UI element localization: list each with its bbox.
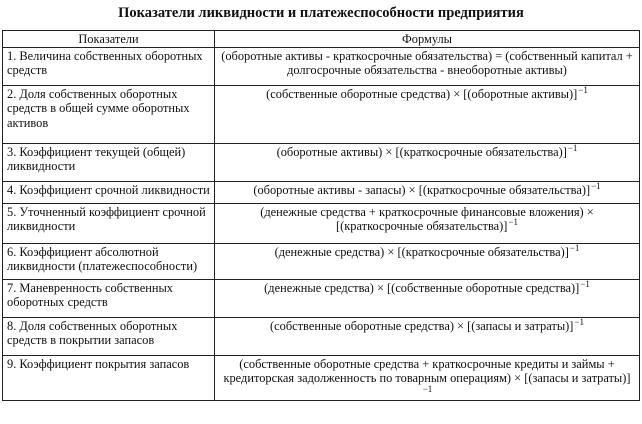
formula-cell <box>215 355 640 401</box>
indicator-cell: 6. Коэффициент абсолютной ликвидности (платежеспособности) <box>3 243 215 279</box>
formula-text: кредиторская задолженность по товарным операциям) × [(запасы и затраты)] <box>223 371 631 385</box>
formula-exponent: −1 <box>567 142 578 153</box>
formula-line <box>219 219 635 234</box>
formula-cell <box>215 85 640 143</box>
formula-text: (собственные оборотные средства) × [(запасы и затраты)] <box>270 318 574 333</box>
table-row <box>3 85 640 143</box>
table-row <box>3 355 640 401</box>
formula-exponent: −1 <box>422 383 433 394</box>
formula-line: долгосрочные обязательства - внеоборотные активы) <box>287 63 567 77</box>
formula-exponent: −1 <box>580 278 590 289</box>
formula-text: (оборотные активы) × [(краткосрочные обязательства)] <box>276 144 567 159</box>
indicator-cell: 3. Коэффициент текущей (общей) ликвидности <box>3 143 215 181</box>
formula-text: (денежные средства) × [(собственные оборотные средства)] <box>264 280 580 295</box>
formula-line: (собственные оборотные средства + краткосрочные кредиты и займы + <box>239 356 615 371</box>
formula-text: (оборотные активы - запасы) × [(краткосрочные обязательства)] <box>253 182 591 197</box>
formula-cell <box>215 143 640 181</box>
table-row <box>3 143 640 181</box>
formula-cell <box>215 47 640 85</box>
indicator-cell: 1. Величина собственных оборотных средств <box>3 47 215 85</box>
formula-cell <box>215 317 640 355</box>
formula-cell <box>215 203 640 243</box>
table-row <box>3 181 640 203</box>
header-indicators: Показатели <box>3 31 215 48</box>
formula-text: (собственные оборотные средства) × [(оборотные активы)] <box>266 86 578 101</box>
formula-line: (оборотные активы - краткосрочные обязательства) = (собственный капитал + <box>221 48 633 63</box>
formula-cell <box>215 243 640 279</box>
table-row <box>3 47 640 85</box>
formula-exponent: −1 <box>578 84 588 95</box>
table-header-row <box>3 31 640 48</box>
table-row <box>3 317 640 355</box>
header-formulas: Формулы <box>215 31 640 48</box>
formula-exponent: −1 <box>508 217 518 227</box>
indicator-cell: 2. Доля собственных оборотных средств в общей сумме оборотных активов <box>3 85 215 143</box>
table-row <box>3 279 640 317</box>
liquidity-table <box>2 30 640 401</box>
formula-cell <box>215 181 640 203</box>
formula-line <box>219 371 635 400</box>
formula-exponent: −1 <box>591 180 601 191</box>
indicator-cell: 9. Коэффициент покрытия запасов <box>3 355 215 401</box>
indicator-cell: 7. Маневренность собственных оборотных средств <box>3 279 215 317</box>
table-row <box>3 243 640 279</box>
table-row <box>3 203 640 243</box>
indicator-cell: 8. Доля собственных оборотных средств в покрытии запасов <box>3 317 215 355</box>
indicator-cell: 4. Коэффициент срочной ликвидности <box>3 181 215 203</box>
formula-text: [(краткосрочные обязательства)] <box>336 219 508 233</box>
formula-exponent: −1 <box>574 316 584 327</box>
formula-exponent: −1 <box>569 242 580 253</box>
formula-cell <box>215 279 640 317</box>
indicator-cell: 5. Уточненный коэффициент срочной ликвидности <box>3 203 215 243</box>
page-title: Показатели ликвидности и платежеспособности предприятия <box>118 5 524 21</box>
formula-text: (денежные средства) × [(краткосрочные обязательства)] <box>274 244 569 259</box>
formula-line: (денежные средства + краткосрочные финансовые вложения) × <box>260 204 594 219</box>
